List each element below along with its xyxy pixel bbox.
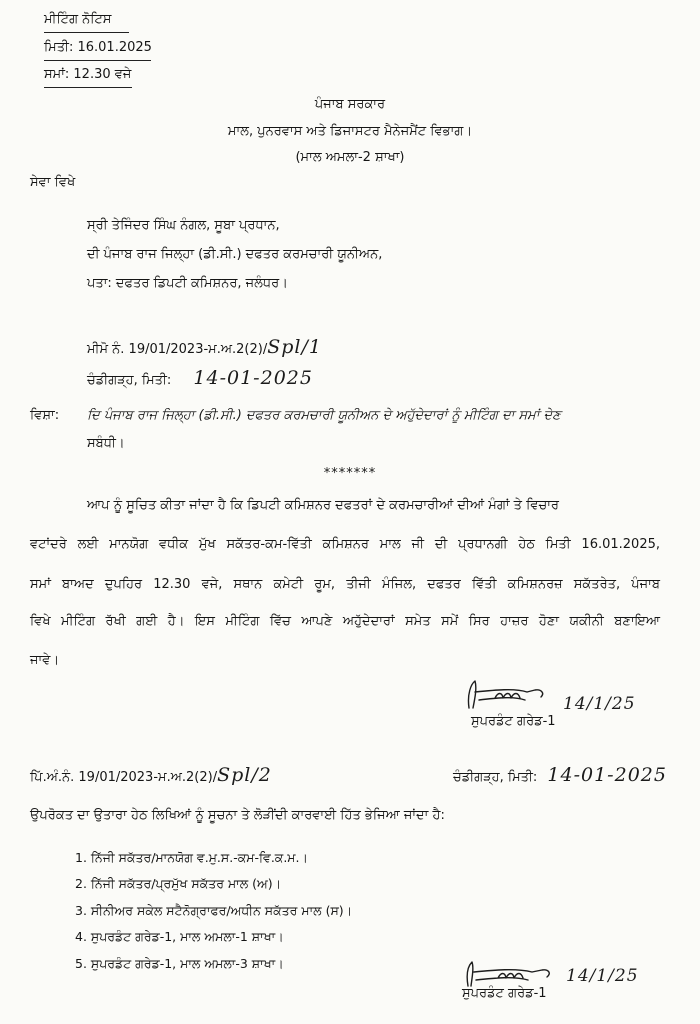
separator: *******: [323, 466, 377, 481]
recipient-item: 1. ਨਿੱਜੀ ਸਕੱਤਰ/ਮਾਨਯੋਗ ਵ.ਮੁ.ਸ.-ਕਮ-ਵਿ.ਕ.ਮ.।: [75, 850, 308, 865]
memo-place-date: [87, 367, 313, 389]
body-line-4: ਵਿਖੇ ਮੀਟਿੰਗ ਰੱਖੀ ਗਈ ਹੈ। ਇਸ ਮੀਟਿੰਗ ਵਿੱਚ ਆਪਣੇ ਅਹੁੱਦੇਦਾਰਾਂ ਸਮੇਤ ਸਮੇਂ ਸਿਰ ਹਾਜ਼ਰ ਹੋਣਾ ਯਕੀਨੀ ਬਣਾਇਆ: [30, 614, 660, 629]
recipient-item: 3. ਸੀਨੀਅਰ ਸਕੇਲ ਸਟੈਨੋਗ੍ਰਾਫਰ/ਅਧੀਨ ਸਕੱਤਰ ਮਾਲ (ਸ)।: [75, 903, 353, 918]
body-line-1: ਆਪ ਨੂੰ ਸੂਚਿਤ ਕੀਤਾ ਜਾਂਦਾ ਹੈ ਕਿ ਡਿਪਟੀ ਕਮਿਸ਼ਨਰ ਦਫਤਰਾਂ ਦੇ ਕਰਮਚਾਰੀਆਂ ਦੀਆਂ ਮੰਗਾਂ ਤੇ ਵਿਚਾਰ: [87, 498, 559, 513]
salutation: ਸੇਵਾ ਵਿਖੇ: [30, 175, 76, 190]
notice-title-underline: [44, 32, 129, 33]
recipient-item: 2. ਨਿੱਜੀ ਸਕੱਤਰ/ਪ੍ਰਮੁੱਖ ਸਕੱਤਰ ਮਾਲ (ਅ)।: [75, 876, 282, 891]
memo-place-printed: ਚੰਡੀਗੜ੍ਹ, ਮਿਤੀ:: [87, 373, 172, 388]
addressee-line-2: ਦੀ ਪੰਜਾਬ ਰਾਜ ਜਿਲ੍ਹਾ (ਡੀ.ਸੀ.) ਦਫਤਰ ਕਰਮਚਾਰੀ ਯੂਨੀਅਨ,: [87, 247, 383, 262]
endorsement-number-printed: ਪਿੱ.ਅੰ.ਨੰ. 19/01/2023-ਮ.ਅ.2(2)/: [30, 770, 218, 785]
addressee-line-3: ਪਤਾ: ਦਫਤਰ ਡਿਪਟੀ ਕਮਿਸ਼ਨਰ, ਜਲੰਧਰ।: [87, 276, 288, 291]
endorsement-date-handwritten: 14-01-2025: [547, 764, 667, 786]
endorsement-place-date: [453, 764, 667, 786]
signature-1-date: 14/1/25: [563, 694, 636, 714]
notice-time: ਸਮਾਂ: 12.30 ਵਜੇ: [44, 67, 132, 82]
subject-line-2: ਸਬੰਧੀ।: [87, 436, 125, 451]
body-line-2: ਵਟਾਂਦਰੇ ਲਈ ਮਾਨਯੋਗ ਵਧੀਕ ਮੁੱਖ ਸਕੱਤਰ-ਕਮ-ਵਿੱਤੀ ਕਮਿਸ਼ਨਰ ਮਾਲ ਜੀ ਦੀ ਪ੍ਰਧਾਨਗੀ ਹੇਠ ਮਿਤੀ 16.01.2025,: [30, 537, 660, 552]
notice-date: ਮਿਤੀ: 16.01.2025: [44, 40, 152, 55]
signature-2-designation: ਸੁਪਰਡੰਟ ਗਰੇਡ-1: [462, 986, 547, 1001]
signature-1-mark: [465, 678, 560, 714]
memo-number-handwritten: Spl/1: [267, 336, 322, 358]
header-department: ਮਾਲ, ਪੁਨਰਵਾਸ ਅਤੇ ਡਿਜਾਸਟਰ ਮੈਨੇਜਮੈਂਟ ਵਿਭਾਗ।: [227, 124, 473, 139]
signature-2-date: 14/1/25: [566, 966, 639, 986]
recipient-item: 4. ਸੁਪਰਡੰਟ ਗਰੇਡ-1, ਮਾਲ ਅਮਲਾ-1 ਸ਼ਾਖਾ।: [75, 929, 284, 944]
subject-label: ਵਿਸ਼ਾ:: [30, 408, 60, 423]
header-government: ਪੰਜਾਬ ਸਰਕਾਰ: [314, 97, 386, 112]
notice-date-underline: [44, 60, 151, 61]
endorsement-number-handwritten: Spl/2: [217, 764, 272, 786]
body-line-5: ਜਾਵੇ।: [30, 653, 60, 668]
subject-line-1: ਦਿ ਪੰਜਾਬ ਰਾਜ ਜਿਲ੍ਹਾ (ਡੀ.ਸੀ.) ਦਫਤਰ ਕਰਮਚਾਰੀ ਯੂਨੀਅਨ ਦੇ ਅਹੁੱਦੇਦਾਰਾਂ ਨੂੰ ਮੀਟਿੰਗ ਦਾ ਸਮਾਂ ਦੇਣ: [87, 408, 561, 423]
notice-title: ਮੀਟਿੰਗ ਨੋਟਿਸ: [44, 12, 112, 27]
header-branch: (ਮਾਲ ਅਮਲਾ-2 ਸ਼ਾਖਾ): [295, 150, 405, 165]
signature-1-designation: ਸੁਪਰਡੰਟ ਗਰੇਡ-1: [471, 714, 556, 729]
recipient-item: 5. ਸੁਪਰਡੰਟ ਗਰੇਡ-1, ਮਾਲ ਅਮਲਾ-3 ਸ਼ਾਖਾ।: [75, 956, 284, 971]
memo-number: [87, 336, 322, 358]
memo-date-handwritten: 14-01-2025: [193, 367, 313, 389]
body-line-3: ਸਮਾਂ ਬਾਅਦ ਦੁਪਹਿਰ 12.30 ਵਜੇ, ਸਥਾਨ ਕਮੇਟੀ ਰੂਮ, ਤੀਜੀ ਮੰਜਿਲ, ਦਫਤਰ ਵਿੱਤੀ ਕਮਿਸ਼ਨਰਜ਼ ਸਕੱਤਰੇਤ, ਪੰਜਾਬ: [30, 577, 660, 592]
addressee-line-1: ਸ੍ਰੀ ਤੇਜਿੰਦਰ ਸਿੰਘ ਨੰਗਲ, ਸੂਬਾ ਪ੍ਰਧਾਨ,: [87, 218, 280, 233]
endorsement-intro: ਉਪਰੋਕਤ ਦਾ ਉਤਾਰਾ ਹੇਠ ਲਿਖਿਆਂ ਨੂੰ ਸੂਚਨਾ ਤੇ ਲੋੜੀਂਦੀ ਕਾਰਵਾਈ ਹਿੱਤ ਭੇਜਿਆ ਜਾਂਦਾ ਹੈ:: [30, 808, 445, 823]
endorsement-number: [30, 764, 272, 786]
memo-number-printed: ਮੀਮੋ ਨੰ. 19/01/2023-ਮ.ਅ.2(2)/: [87, 342, 268, 357]
endorsement-place-printed: ਚੰਡੀਗੜ੍ਹ, ਮਿਤੀ:: [453, 770, 538, 785]
notice-time-underline: [44, 87, 132, 88]
